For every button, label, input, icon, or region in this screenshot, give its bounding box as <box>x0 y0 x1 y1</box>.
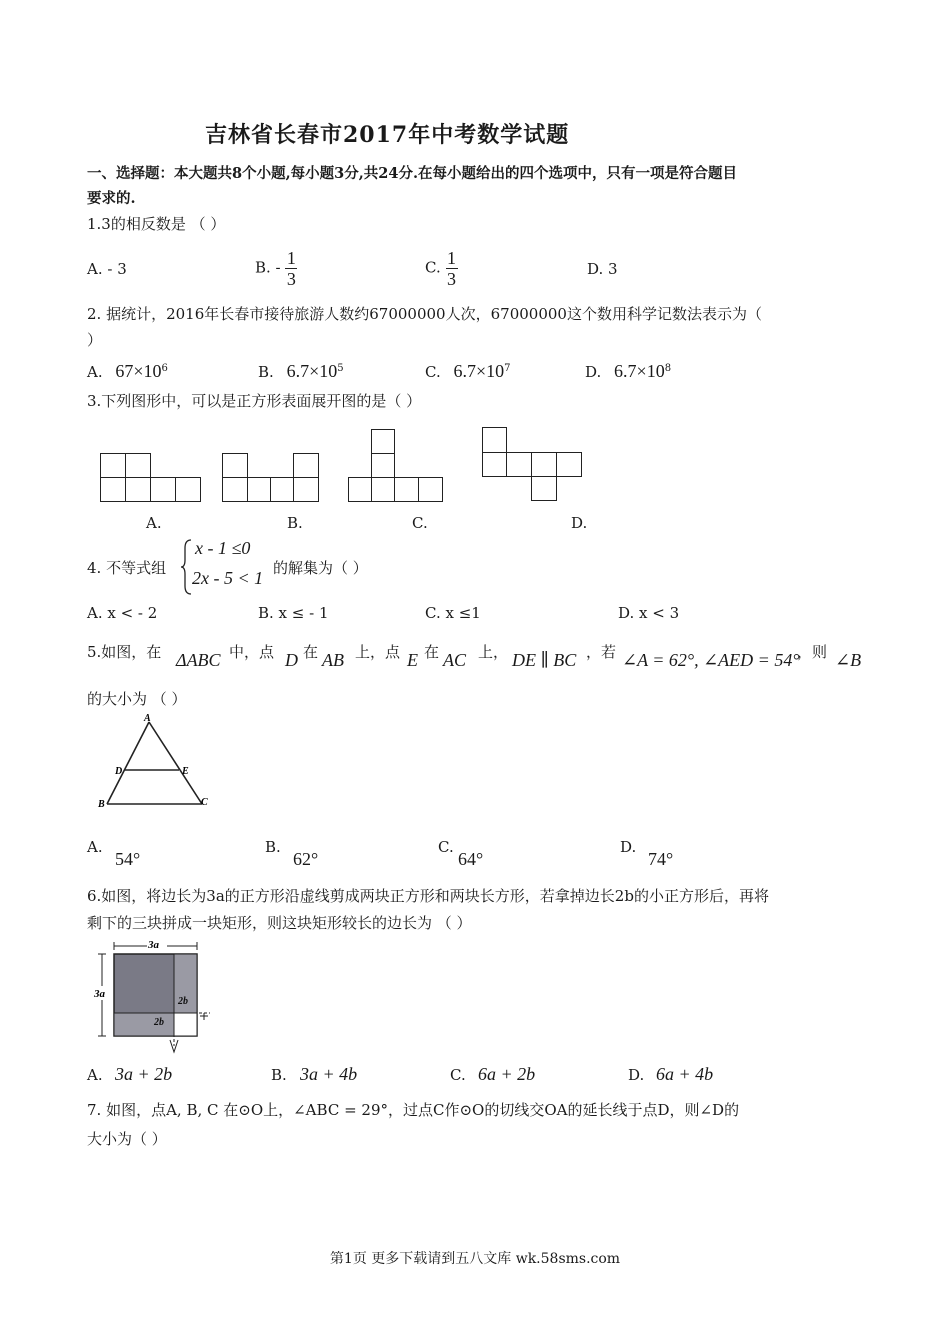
q1-option-c-prefix: C. <box>425 258 441 277</box>
section-header-line2: 要求的. <box>87 190 136 207</box>
q5-p6: 上， <box>478 643 509 661</box>
q5-angle-b: ∠B <box>835 650 862 670</box>
q5-triangle: ΔABC <box>176 650 221 670</box>
q5-fig-label-c: C <box>201 797 208 808</box>
q1-option-b-fraction <box>285 248 297 289</box>
q6-option-c-value: 6a + 2b <box>478 1064 536 1084</box>
q2-option-c-label: C. <box>425 363 441 381</box>
q6-option-b-value: 3a + 4b <box>300 1064 358 1084</box>
q2-line2: ） <box>87 331 103 349</box>
q5-option-b-value: 62° <box>293 849 319 869</box>
q1-option-c-num: 1 <box>447 248 456 268</box>
q2-option-b-exp: 5 <box>337 363 344 374</box>
q6-scissors-icon <box>200 1013 208 1020</box>
q2-line1: 2. 据统计，2016年长春市接待旅游人数约67000000人次，67000000这个数用科学记数法表示为（ <box>87 305 762 323</box>
q5-option-a-label: A. <box>87 838 103 856</box>
q2-option-d-exp: 8 <box>664 363 672 374</box>
q1-option-c-den: 3 <box>447 269 456 289</box>
q1-text: 1.3的相反数是 （ ） <box>87 215 226 233</box>
q6-fig-top-label: 3a <box>148 939 159 951</box>
q2-option-b <box>258 361 344 382</box>
q3-text: 3.下列图形中，可以是正方形表面展开图的是（ ） <box>87 392 422 410</box>
q5-option-b-label: B. <box>265 838 281 856</box>
q2-option-d <box>585 361 671 382</box>
page-footer: 第1页 更多下载请到五八文库 wk.58sms.com <box>329 1251 621 1267</box>
q5-option-c-value: 64° <box>458 849 484 869</box>
q5-segment-ab: AB <box>322 650 344 670</box>
q3-label-a: A. <box>146 514 162 532</box>
q7-line1: 7. 如图，点A, B, C 在⊙O上，∠ABC = 29°，过点C作⊙O的切线交OA的延长线于点D，则∠D的 <box>87 1101 740 1119</box>
q5-p2: 中，点 <box>229 643 275 661</box>
q6-option-b-label: B. <box>271 1066 287 1084</box>
q6-line1: 6.如图，将边长为3a的正方形沿虚线剪成两块正方形和两块长方形，若拿掉边长2b的小正方形后，再将 <box>87 887 769 905</box>
q6-line2: 剩下的三块拼成一块矩形，则这块矩形较长的边长为 （ ） <box>87 914 472 932</box>
q5-p1: 5.如图，在 <box>87 643 162 661</box>
q1-option-d: D. 3 <box>587 260 618 278</box>
q1-option-b-num: 1 <box>286 248 296 268</box>
q5-angles: ∠A = 62°, ∠AED = 54° <box>622 650 800 670</box>
q2-option-b-label: B. <box>258 363 274 381</box>
q4-prefix: 4. 不等式组 <box>87 559 167 577</box>
q4-suffix: 的解集为（ ） <box>273 559 368 577</box>
q1-option-b-prefix: B. - <box>255 258 281 277</box>
q4-option-b: B. x ≤ - 1 <box>258 604 329 622</box>
q6-option-d-value: 6a + 4b <box>656 1064 714 1084</box>
q4-option-a: A. x < - 2 <box>87 604 158 622</box>
q5-parallel: DE ∥ BC <box>512 650 577 670</box>
q6-option-a-label: A. <box>87 1066 103 1084</box>
q6-option-a-value: 3a + 2b <box>115 1064 173 1084</box>
q1-option-a: A. - 3 <box>87 260 127 278</box>
section-header-line1: 一、选择题：本大题共8个小题,每小题3分,共24分.在每小题给出的四个选项中，只有一项是符合题目 <box>87 165 737 182</box>
q4-option-d: D. x < 3 <box>618 604 680 622</box>
q2-option-a-label: A. <box>87 363 103 381</box>
q2-option-c-base: 6.7×10 <box>453 361 505 381</box>
q5-p4: 上，点 <box>355 643 401 661</box>
q3-label-b: B. <box>287 514 303 532</box>
q1-option-c-fraction <box>446 248 458 289</box>
q4-option-c: C. x ≤1 <box>425 604 481 622</box>
q5-option-d-value: 74° <box>648 849 674 869</box>
q4-inequality-2: 2x - 5 < 1 <box>192 568 264 588</box>
q5-line2: 的大小为 （ ） <box>87 690 187 708</box>
q5-fig-label-a: A <box>144 713 151 724</box>
q1-option-b-den: 3 <box>286 269 296 289</box>
q5-point-d: D <box>285 650 298 670</box>
q4-inequality-1: x - 1 ≤0 <box>195 538 251 558</box>
q2-option-c-exp: 7 <box>504 363 511 374</box>
q2-option-a-base: 67×10 <box>115 361 162 381</box>
q6-fig-left-label: 3a <box>94 988 105 1000</box>
q5-p5: 在 <box>424 643 440 661</box>
q6-option-d-label: D. <box>628 1066 645 1084</box>
q5-option-c-label: C. <box>438 838 454 856</box>
q2-option-b-base: 6.7×10 <box>286 361 338 381</box>
q5-p7: ，若 <box>586 643 617 661</box>
page-title: 吉林省长春市2017年中考数学试题 <box>205 122 570 148</box>
q2-option-a <box>87 361 168 382</box>
q2-option-a-exp: 6 <box>161 363 168 374</box>
q5-option-a-value: 54° <box>115 849 141 869</box>
q5-figure <box>95 712 220 812</box>
q1-option-b <box>255 248 297 289</box>
q6-option-c-label: C. <box>450 1066 466 1084</box>
q5-fig-label-e: E <box>182 766 189 777</box>
q3-label-c: C. <box>412 514 428 532</box>
q7-line2: 大小为（ ） <box>87 1130 167 1148</box>
q5-segment-ac: AC <box>443 650 467 670</box>
q2-option-d-label: D. <box>585 363 602 381</box>
q1-option-c <box>425 248 458 289</box>
q2-option-d-base: 6.7×10 <box>614 361 665 381</box>
q6-fig-right-2b: 2b <box>178 996 188 1007</box>
q5-option-d-label: D. <box>620 838 637 856</box>
q5-fig-label-d: D <box>115 766 123 777</box>
q5-p8: ，则 <box>797 643 828 661</box>
q5-p3: 在 <box>303 643 319 661</box>
q5-point-e: E <box>407 650 418 670</box>
q6-figure <box>92 936 222 1058</box>
q6-fig-bottom-2b: 2b <box>154 1017 164 1028</box>
q5-fig-label-b: B <box>98 799 105 810</box>
q3-label-d: D. <box>571 514 588 532</box>
q2-option-c <box>425 361 511 382</box>
